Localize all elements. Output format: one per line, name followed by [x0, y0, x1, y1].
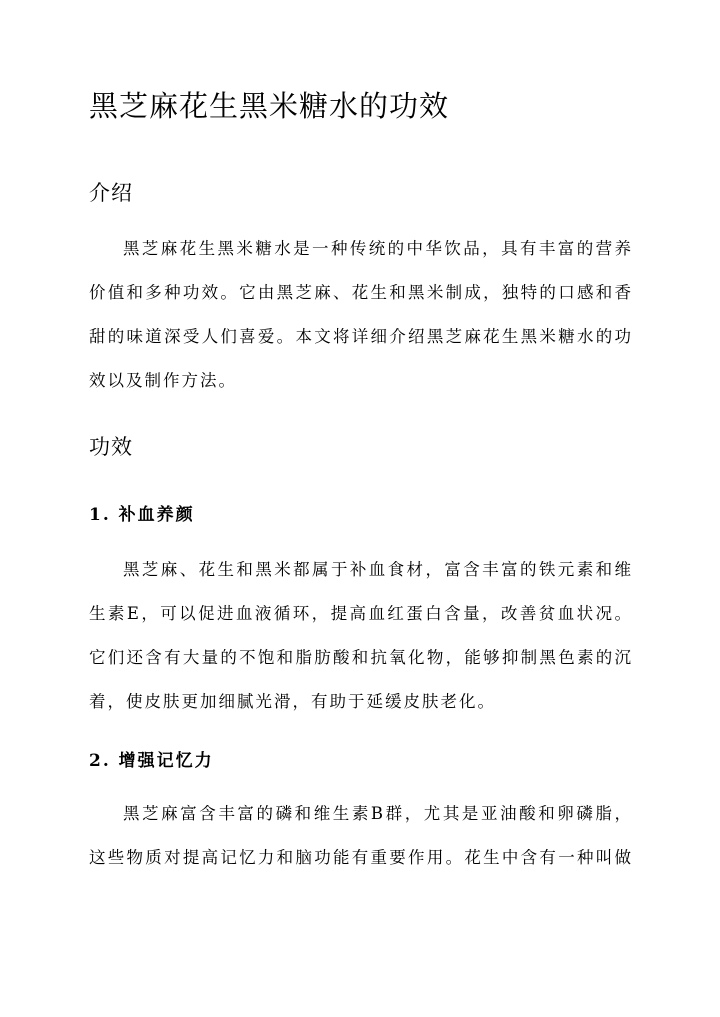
section-heading-intro: 介绍 — [89, 181, 133, 205]
paragraph-line: 甜的味道深受人们喜爱。本文将详细介绍黑芝麻花生黑米糖水的功 — [89, 327, 631, 346]
paragraph-line: 生素E，可以促进血液循环，提高血红蛋白含量，改善贫血状况。 — [89, 604, 631, 623]
paragraph-line: 着，使皮肤更加细腻光滑，有助于延缓皮肤老化。 — [89, 692, 496, 711]
subsection-heading-2: 2. 增强记忆力 — [89, 751, 214, 771]
effect-2-paragraph — [89, 801, 631, 889]
subsection-heading-1: 1. 补血养颜 — [89, 505, 195, 525]
paragraph-line: 这些物质对提高记忆力和脑功能有重要作用。花生中含有一种叫做 — [89, 848, 631, 867]
effect-1-paragraph — [89, 557, 631, 733]
paragraph-line: 黑芝麻花生黑米糖水是一种传统的中华饮品，具有丰富的营养 — [123, 239, 631, 258]
paragraph-line: 价值和多种功效。它由黑芝麻、花生和黑米制成，独特的口感和香 — [89, 283, 631, 302]
paragraph-line: 效以及制作方法。 — [89, 371, 237, 390]
paragraph-line: 黑芝麻、花生和黑米都属于补血食材，富含丰富的铁元素和维 — [123, 560, 631, 579]
document-title: 黑芝麻花生黑米糖水的功效 — [89, 89, 450, 123]
paragraph-line: 黑芝麻富含丰富的磷和维生素B群，尤其是亚油酸和卵磷脂， — [123, 804, 631, 823]
intro-paragraph — [89, 236, 631, 412]
paragraph-line: 它们还含有大量的不饱和脂肪酸和抗氧化物，能够抑制黑色素的沉 — [89, 648, 631, 667]
section-heading-effects: 功效 — [89, 435, 133, 459]
